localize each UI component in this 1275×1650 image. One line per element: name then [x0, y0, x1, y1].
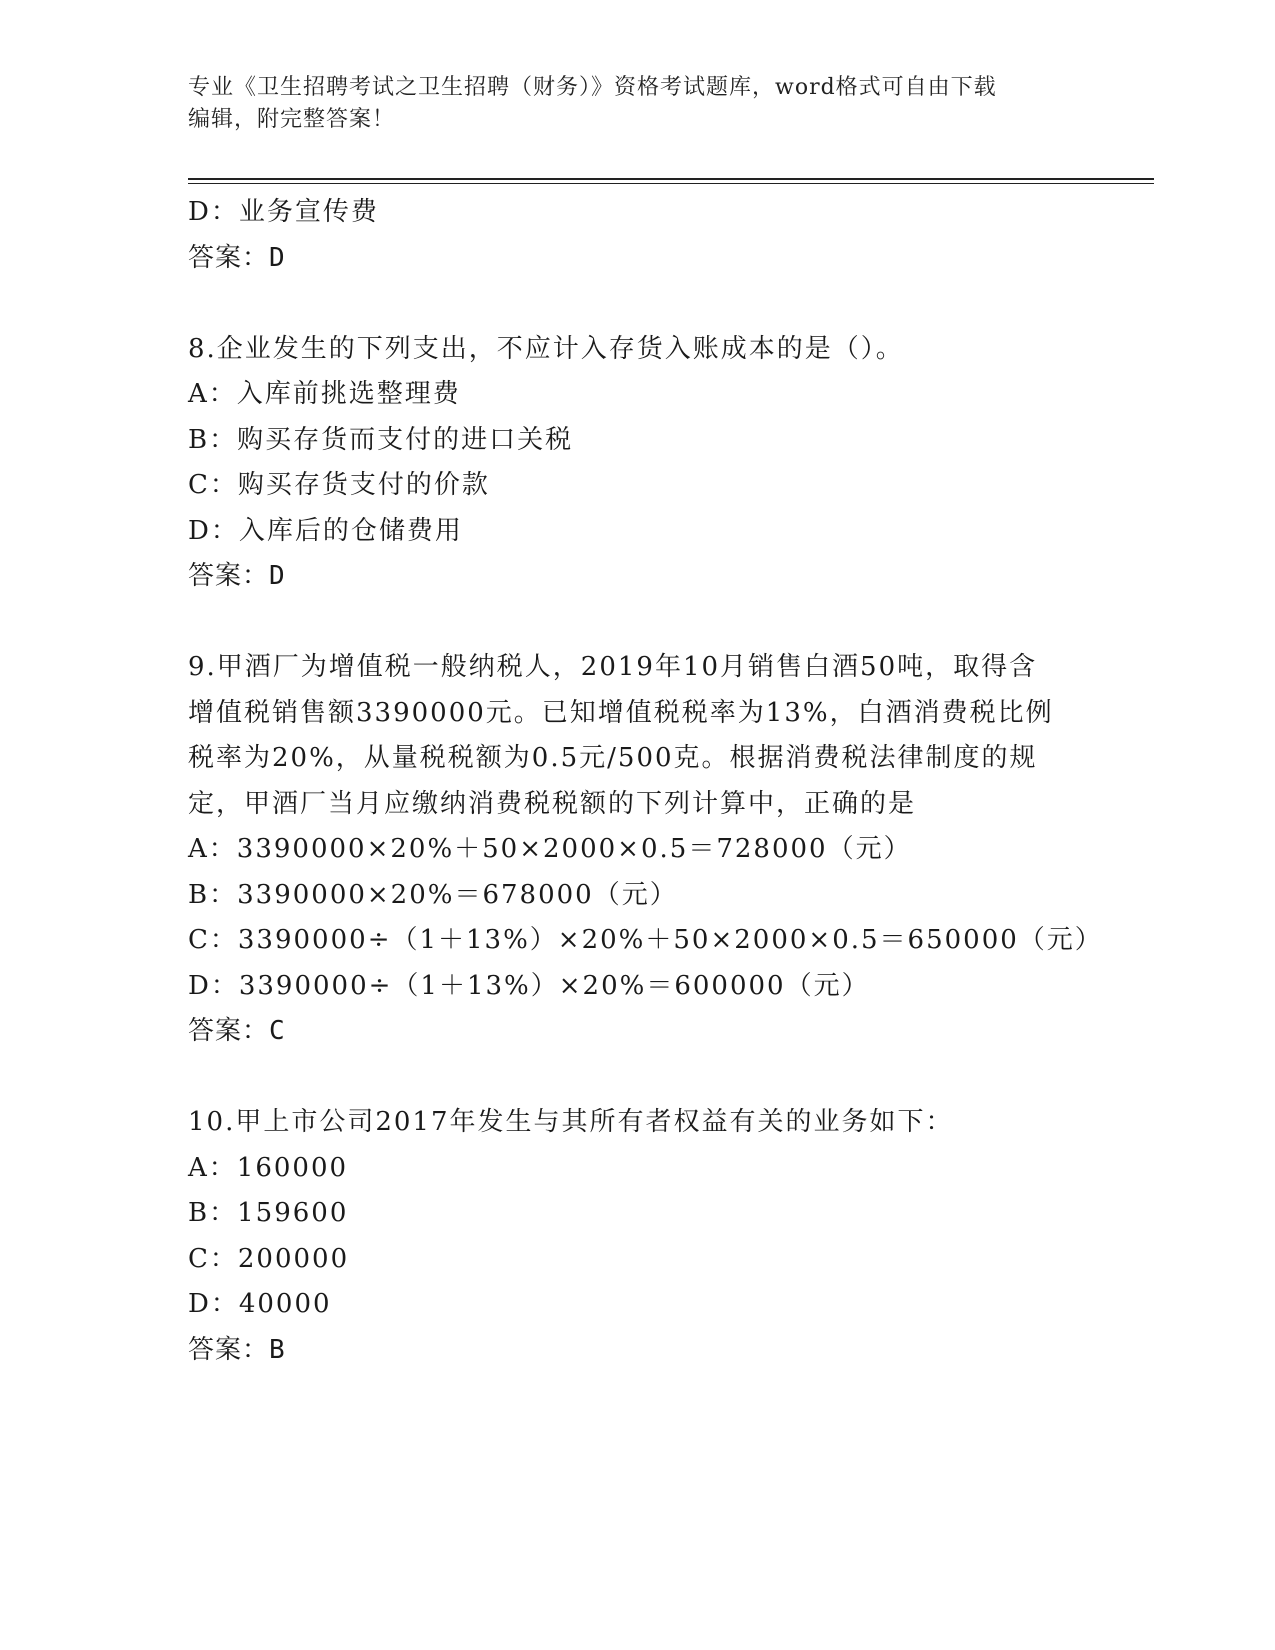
answer-value: D	[269, 561, 286, 591]
document-header	[188, 72, 1068, 136]
header-divider-thin	[188, 183, 1154, 184]
spacer	[188, 1055, 1088, 1101]
option-a: A：入库前挑选整理费	[188, 379, 461, 409]
answer-label: 答案：	[188, 561, 270, 591]
option-b: B：购买存货而支付的进口关税	[188, 424, 574, 455]
answer-line	[188, 554, 1088, 600]
header-divider-thick	[188, 178, 1154, 180]
answer-line	[188, 236, 1088, 282]
option-d: D：40000	[188, 1289, 332, 1319]
question-list	[188, 190, 1103, 1373]
option-c: C：购买存货支付的价款	[188, 470, 490, 500]
spacer	[188, 600, 1088, 646]
question-stem: 10.甲上市公司2017年发生与其所有者权益有关的业务如下：	[188, 1107, 954, 1137]
question-10	[188, 1100, 1088, 1373]
question-stem-line-3: 税率为20%，从量税税额为0.5元/500克。根据消费税法律制度的规	[188, 743, 1038, 773]
answer-label: 答案：	[188, 1016, 270, 1046]
option-b: B：3390000×20%＝678000（元）	[188, 879, 678, 910]
question-8	[188, 327, 1088, 600]
question-stem-line-4: 定，甲酒厂当月应缴纳消费税税额的下列计算中，正确的是	[188, 788, 917, 819]
option-c: C：200000	[188, 1243, 350, 1274]
option-d: D：业务宣传费	[188, 197, 379, 227]
previous-question-tail	[188, 190, 1088, 281]
question-9	[188, 645, 1103, 1055]
option-c: C：3390000÷（1＋13%）×20%＋50×2000×0.5＝650000（元）	[188, 925, 1103, 955]
spacer	[188, 281, 1088, 327]
header-line-1: 专业《卫生招聘考试之卫生招聘（财务）》资格考试题库，word格式可自由下载	[188, 75, 997, 100]
option-d: D：入库后的仓储费用	[188, 515, 463, 546]
question-stem-line-2: 增值税销售额3390000元。已知增值税税率为13%，白酒消费税比例	[188, 697, 1054, 728]
answer-label: 答案：	[188, 242, 270, 273]
answer-value: B	[269, 1334, 286, 1365]
answer-line	[188, 1009, 1088, 1055]
answer-value: C	[269, 1016, 286, 1046]
question-stem-line-1: 9.甲酒厂为增值税一般纳税人，2019年10月销售白酒50吨，取得含	[188, 652, 1038, 682]
header-line-2: 编辑，附完整答案！	[188, 107, 396, 132]
option-b: B：159600	[188, 1198, 349, 1228]
answer-line	[188, 1328, 1088, 1374]
option-a: A：3390000×20%＋50×2000×0.5＝728000（元）	[188, 834, 912, 864]
option-a: A：160000	[188, 1152, 349, 1183]
question-stem: 8.企业发生的下列支出，不应计入存货入账成本的是（）。	[188, 333, 904, 364]
answer-label: 答案：	[188, 1334, 270, 1365]
option-d: D：3390000÷（1＋13%）×20%＝600000（元）	[188, 970, 870, 1001]
answer-value: D	[269, 242, 286, 273]
